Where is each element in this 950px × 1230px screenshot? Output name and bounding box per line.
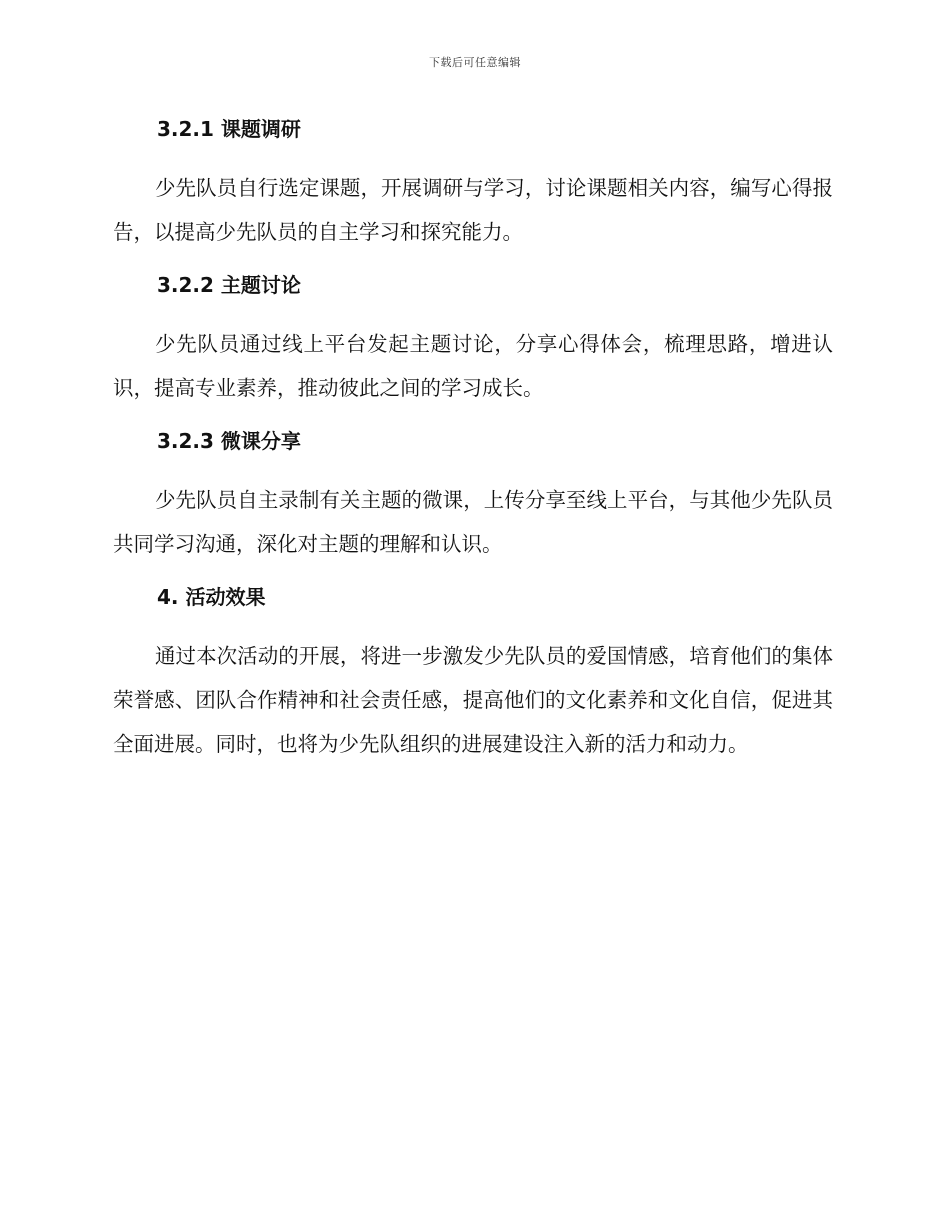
section-paragraph-4: 通过本次活动的开展，将进一步激发少先队员的爱国情感，培育他们的集体荣誉感、团队合作精神和社会责任感，提高他们的文化素养和文化自信，促进其全面进展。同时，也将为少先队组织的进展建设注入新的活力和动力。 (113, 644, 833, 756)
section-heading-3-2-2: 3.2.2 主题讨论 (157, 273, 301, 297)
section-heading-3-2-3: 3.2.3 微课分享 (157, 429, 301, 453)
document-body (113, 112, 833, 766)
section-heading-3-2-1: 3.2.1 课题调研 (157, 117, 301, 141)
section-paragraph-3-2-2: 少先队员通过线上平台发起主题讨论，分享心得体会，梳理思路，增进认识，提高专业素养，推动彼此之间的学习成长。 (113, 332, 833, 400)
section-heading-4: 4. 活动效果 (157, 585, 266, 609)
section-paragraph-3-2-1: 少先队员自行选定课题，开展调研与学习，讨论课题相关内容，编写心得报告，以提高少先队员的自主学习和探究能力。 (113, 176, 833, 244)
page-header: 下载后可任意编辑 (429, 56, 521, 69)
section-paragraph-3-2-3: 少先队员自主录制有关主题的微课，上传分享至线上平台，与其他少先队员共同学习沟通，深化对主题的理解和认识。 (113, 488, 833, 556)
